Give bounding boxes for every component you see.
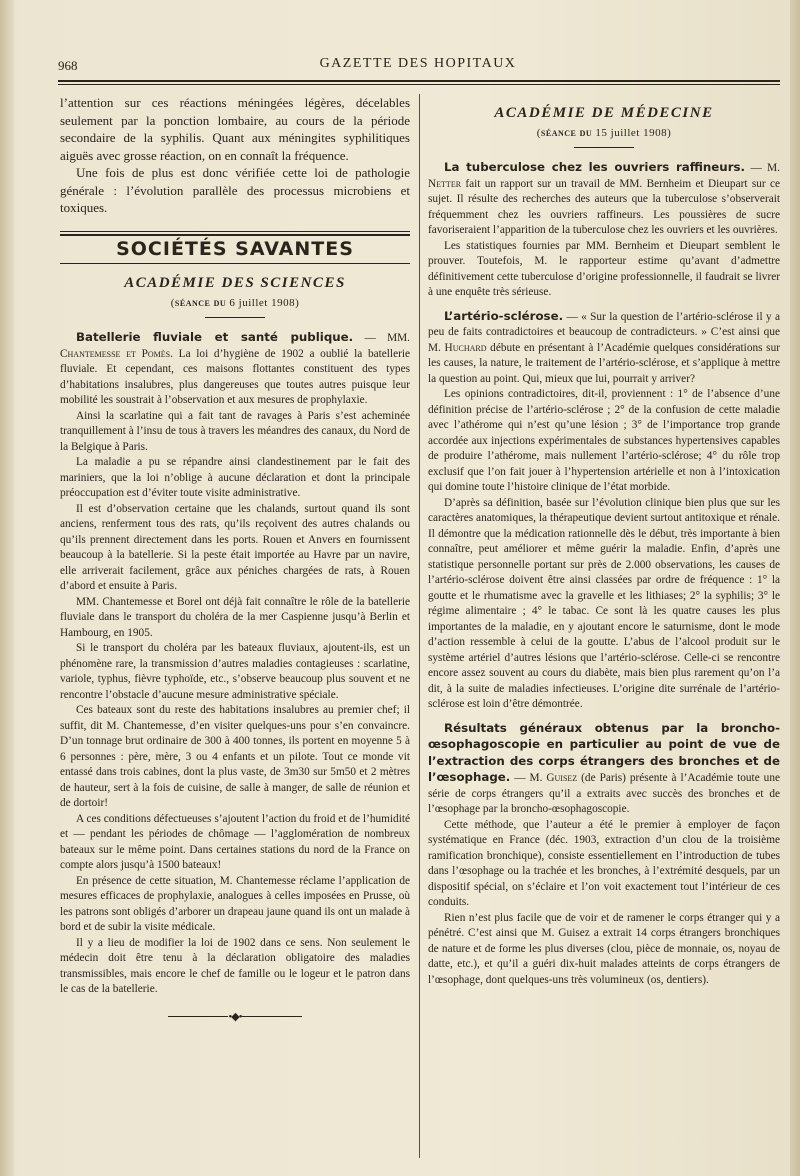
article-paragraph: Les opinions contradictoires, dit-il, proviennent : 1° de l’absence d’une définition précise de l’artério-sclérose ; 2° de la confusion de cette maladie avec l’athérome qui n’est qu’une lésion ; 3° de l’importance trop grande accordée aux injections expérimentales de substances hypertensives capables de produire l’athérome, mais nullement l’artério-sclérose; 4° du rôle trop exclusif que l’on fait jouer à l’hypertension artérielle et non à l’intoxication qui domine toute l’histoire clinique de l’état morbide. <box>428 388 780 493</box>
section-rule <box>60 234 410 236</box>
column-divider <box>419 94 420 1158</box>
session-date-value: 6 juillet 1908) <box>229 296 300 309</box>
header-rule-thick <box>58 80 780 82</box>
ornament-divider <box>60 1010 410 1026</box>
article-authors: Huchard <box>444 341 487 354</box>
article-authors: Chantemesse et Pomès. <box>60 347 173 360</box>
academy-title: ACADÉMIE DE MÉDECINE <box>494 105 714 121</box>
article-title: Résultats généraux obtenus par la broncho-œsophagoscopie en particulier au point de vue de l’extraction des corps étrangers des bronches et de l’œsophage. <box>428 720 780 784</box>
article-paragraph: Rien n’est plus facile que de voir et de ramener le corps étranger qui y a pénétré. C’est ainsi que M. Guisez a extrait 14 corps étrangers bronchiques de nature et de forme les plus diverses (clou, pièce de monnaie, os, noyau de datte, etc.), et qu’il a guéri dix-huit malades atteints de corps étrangers de l’œsophage, dont quelques-uns très volumineux (os, dentiers). <box>428 911 780 986</box>
section-rule <box>60 263 410 264</box>
article-paragraph: Ces bateaux sont du reste des habitations insalubres au premier chef; il suffit, dit M. Chantemesse, d’en visiter quelques-uns pour s’en convaincre. D’un tonnage brut ordinaire de 300 à 400 tonnes, ils portent en moyenne 5 à 6 personnes : père, mère, 3 ou 4 enfants et un pilote. Tout ce monde vit entassé dans trois cabines, dont la plus vaste, de 3m30 sur 5m50 et 2 mètres de hauteur, sert à la fois de cuisine, de salle à manger, de salle de réunion et de dortoir! <box>60 704 410 809</box>
article-text: — « Sur la question de l’artério-sclérose il y a peu de faits contradictoires et beaucoup de contradicteurs. » C’est ainsi que M. <box>428 310 780 354</box>
section-heading: SOCIÉTÉS SAVANTES <box>116 237 354 260</box>
article-authors: Netter <box>428 177 462 190</box>
left-column <box>60 94 410 1025</box>
page-binding-shadow <box>0 0 14 1176</box>
article-paragraph <box>60 330 410 409</box>
running-title: GAZETTE DES HOPITAUX <box>319 56 517 71</box>
page-header <box>58 56 778 78</box>
page-number: 968 <box>58 58 78 73</box>
article-paragraph: En présence de cette situation, M. Chantemesse réclame l’application de mesures efficaces de prophylaxie, analogues à celles imposées en Prusse, où les patrons sont obligés d’arborer un drapeau jaune quand ils ont un malade à bord et de subir la visite médicale. <box>60 874 410 933</box>
article-authors: Guisez <box>546 772 578 784</box>
right-column <box>428 94 780 988</box>
page-edge-shadow <box>790 0 800 1176</box>
session-label: séance du <box>540 126 593 139</box>
article-paragraph: Ainsi la scarlatine qui a fait tant de ravages à Paris s’est acheminée tranquillement à l’insu de tous à travers les méandres des canaux, du Nord de la Belgique à Paris. <box>60 409 410 453</box>
session-label: séance du <box>174 296 227 309</box>
article-text: (de Paris) présente à l’Académie toute une série de corps étrangers qu’il a extraits avec succès des bronches et de l’œsophage par la broncho-œsophagoscopie. <box>428 772 780 815</box>
article-title: Batellerie fluviale et santé publique. <box>76 330 354 344</box>
article-title: La tuberculose chez les ouvriers raffineurs. <box>444 160 746 174</box>
article-paragraph <box>428 309 780 388</box>
article-paragraph: La maladie a pu se répandre ainsi clandestinement par le fait des mariniers, que la loi n’oblige à aucune déclaration et dont la principale préoccupation est d’éviter toute visite administrative. <box>60 456 410 499</box>
session-date: (séance du 15 juillet 1908) <box>536 126 672 139</box>
article-text: La loi d’hygiène de 1902 a oublié la batellerie fluviale. Et cependant, ces maisons flottantes constituent des types d’habitations insalubres, plus dangereuses que toutes autres puisque leur mobilité les soustrait à l’observation et aux mesures de prophylaxie. <box>60 347 411 406</box>
intro-paragraph: l’attention sur ces réactions méningées légères, décelables seulement par la ponction lombaire, au cours de la période secondaire de la syphilis. Quant aux méningites syphilitiques aiguës avec grosse réaction, on en connaît la fréquence. <box>60 95 410 163</box>
article-paragraph <box>428 160 780 239</box>
article-paragraph: A ces conditions défectueuses s’ajoutent l’action du froid et de l’humidité et — pendant les périodes de chômage — l’agglomération de nombreux bateaux sur le même point. Dans certaines stations du nord de la France on compte alors jusqu’à 1500 bateaux! <box>60 812 410 871</box>
session-date: (séance du 6 juillet 1908) <box>170 296 300 309</box>
article-paragraph: Si le transport du choléra par les bateaux fluviaux, ajoutent-ils, est un phénomène rare, la transmission d’autres maladies contagieuses : scarlatine, variole, typhus, fièvre typhoïde, etc., s’observe beaucoup plus souvent et ne rencontre l’obstacle d’aucune mesure administrative spéciale. <box>60 642 410 701</box>
header-rule-thin <box>58 84 780 85</box>
article-paragraph: MM. Chantemesse et Borel ont déjà fait connaître le rôle de la batellerie fluviale dans le transport du choléra de la mer Caspienne jusqu’à Berlin et Hambourg, en 1905. <box>60 595 410 639</box>
session-date-value: 15 juillet 1908) <box>595 126 672 139</box>
article-title: L’artério-sclérose. <box>444 308 564 323</box>
intro-text <box>60 94 410 217</box>
academy-title: ACADÉMIE DES SCIENCES <box>124 275 346 291</box>
intro-paragraph: Une fois de plus est donc vérifiée cette loi de pathologie générale : l’évolution parallèle des processus microbiens et toxiques. <box>60 165 410 215</box>
short-rule <box>574 147 634 148</box>
article-paragraph: D’après sa définition, basée sur l’évolution clinique bien plus que sur les caractères anatomiques, la thérapeutique devient surtout antitoxique et rénale. Il démontre que la médication rationnelle dès le début, très importante à bien connaître, peut améliorer et même guérir la maladie. Enfin, d’après une statistique personnelle portant sur près de 2.000 observations, les causes de l’artério-sclérose doivent être ainsi classées par ordre de fréquence : 1° la goutte et le rhumatisme avec la gravelle et les lithiases; 2° la syphilis; 3° le régime alimentaire ; 4° le tabac. Ce sont là les quatre causes les plus importantes de la maladie, en y ajoutant encore le saturnisme, dont le mode d’action ressemble à celui de la goutte. L’abus de l’alcool produit sur le système artériel d’autres lésions que l’artério-sclérose. Celle-ci se rencontre encore assez souvent au cours du diabète, mais bien plus rarement qu’on l’a dit, à la suite de maladies infectieuses. L’origine dite surrénale de l’artério-sclérose est loin d’être démontrée. <box>428 496 780 710</box>
article-text: débute en présentant à l’Académie quelques considérations sur les causes, la nature, le traitement de l’artério-sclérose, et s’applique à mettre la question au point. Qui, mieux que lui, pourrait y arriver? <box>428 341 780 385</box>
short-rule <box>205 317 265 318</box>
ornament-glyph: •◆• <box>228 1010 242 1023</box>
article-paragraph <box>428 721 780 818</box>
author-prefix: — M. <box>750 162 781 174</box>
author-prefix: — M. <box>514 772 543 784</box>
article-paragraph: Les statistiques fournies par MM. Bernheim et Dieupart semblent le prouver. Toutefois, M. le rapporteur estime qu’avant d’admettre définitivement cette tuberculose d’origine professionnelle, il faudrait se livrer à une enquête très sérieuse. <box>428 239 780 298</box>
article-paragraph: Il est d’observation certaine que les chalands, surtout quand ils sont anciens, renferment tous des rats, qu’ils reçoivent des autres chalands ou qu’ils prennent directement dans les ports. Rouen et Anvers en fournissent beaucoup à la batellerie. Si la peste était importée au Havre par un navire, elle arriverait facilement, grâce aux péniches chargées de rats, à Rouen d’abord et ensuite à Paris. <box>60 502 410 592</box>
section-rule <box>60 231 410 232</box>
author-prefix: — MM. <box>364 332 410 344</box>
article-paragraph: Cette méthode, que l’auteur a été le premier à employer de façon systématique en France (déc. 1903, extraction d’un clou de la troisième ramification bronchique), consiste essentiellement en l’introduction de tubes dans l’œsophage ou la trachée et les bronches, à l’extrémité desquels, par un dispositif spécial, on s’éclaire et l’on voit exactement tout l’intérieur de ces conduits. <box>428 818 780 908</box>
article-paragraph: Il y a lieu de modifier la loi de 1902 dans ce sens. Non seulement le médecin doit être tenu à la déclaration obligatoire des maladies transmissibles, mais encore le chef de famille ou le logeur et le patron dans le cas de la batellerie. <box>60 936 410 995</box>
article-text: fait un rapport sur un travail de MM. Bernheim et Dieupart sur ce sujet. Il résulte des recherches des auteurs que la tuberculose s’observerait fréquemment chez les ouvriers raffineurs. Les poussières de sucre favoriseraient l’apparition de la tuberculose chez les ouvriers et les ouvrières. <box>428 177 780 236</box>
